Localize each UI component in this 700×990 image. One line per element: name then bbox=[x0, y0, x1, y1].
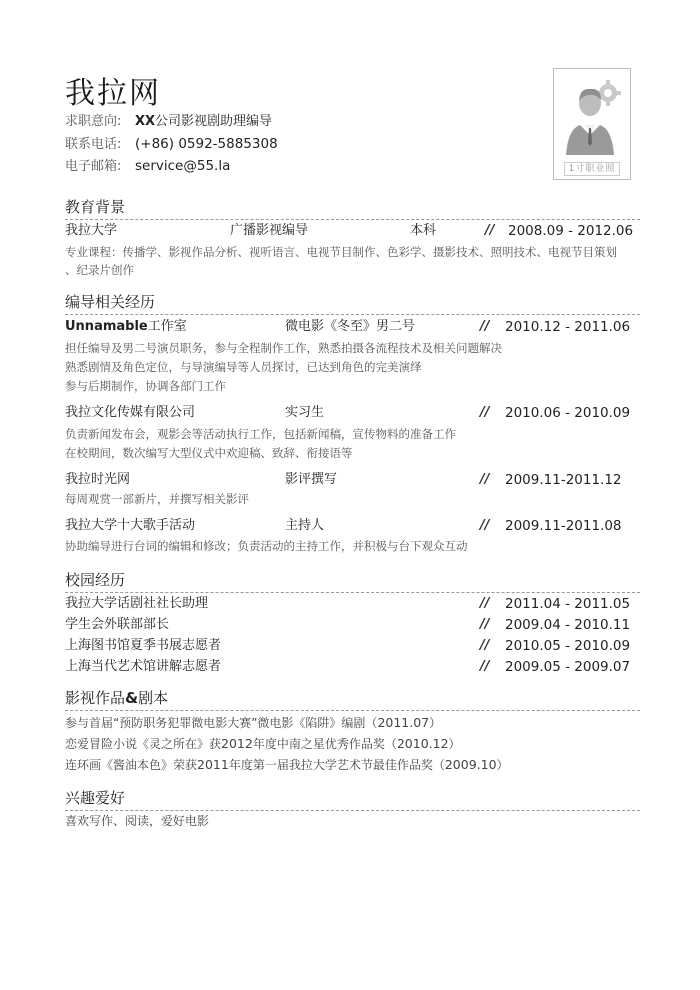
section-divider bbox=[65, 219, 640, 220]
separator: // bbox=[480, 405, 490, 420]
separator: // bbox=[480, 617, 490, 632]
works-item: 连环画《酱油本色》荣获2011年度第一届我拉大学艺术节最佳作品奖（2009.10） bbox=[65, 757, 509, 772]
hobbies-text: 喜欢写作、阅读，爱好电影 bbox=[65, 814, 210, 828]
experience-desc: 每周观赏一部新片，并撰写相关影评 bbox=[65, 492, 249, 506]
experience-desc: 熟悉剧情及角色定位，与导演编导等人员探讨，已达到角色的完美演绎 bbox=[65, 360, 422, 374]
separator: // bbox=[480, 472, 490, 487]
photo-caption: 1寸职业照 bbox=[554, 162, 630, 176]
experience-date: 2009.11-2011.12 bbox=[505, 472, 622, 488]
experience-row bbox=[65, 403, 640, 423]
experience-org: 我拉文化传媒有限公司 bbox=[65, 405, 196, 420]
experience-row bbox=[65, 317, 640, 337]
campus-date: 2011.04 - 2011.05 bbox=[505, 596, 631, 612]
experience-desc: 在校期间，数次编写大型仪式中欢迎稿、致辞、衔接语等 bbox=[65, 446, 353, 460]
campus-item: 上海图书馆夏季书展志愿者 bbox=[65, 638, 222, 653]
campus-item: 上海当代艺术馆讲解志愿者 bbox=[65, 659, 222, 674]
section-title-works: 影视作品&剧本 bbox=[65, 689, 169, 707]
campus-row bbox=[65, 657, 640, 677]
separator: // bbox=[480, 596, 490, 611]
school-name: 我拉大学 bbox=[65, 223, 118, 238]
campus-item: 学生会外联部部长 bbox=[65, 617, 170, 632]
campus-date: 2009.05 - 2009.07 bbox=[505, 659, 631, 675]
section-divider bbox=[65, 810, 640, 811]
job-intent-label: 求职意向: bbox=[65, 114, 122, 129]
section-title-education: 教育背景 bbox=[65, 198, 126, 216]
section-title-experience: 编导相关经历 bbox=[65, 293, 156, 311]
campus-row bbox=[65, 615, 640, 635]
candidate-name: 我拉网 bbox=[65, 76, 161, 111]
campus-row bbox=[65, 636, 640, 656]
phone-label: 联系电话: bbox=[65, 137, 122, 152]
major: 广播影视编导 bbox=[230, 223, 309, 238]
section-divider bbox=[65, 710, 640, 711]
experience-date: 2009.11-2011.08 bbox=[505, 518, 622, 534]
campus-date: 2010.05 - 2010.09 bbox=[505, 638, 631, 654]
experience-row bbox=[65, 516, 640, 536]
separator: // bbox=[480, 659, 490, 674]
experience-role: 主持人 bbox=[285, 518, 325, 533]
email-label: 电子邮箱: bbox=[65, 159, 122, 174]
section-title-hobbies: 兴趣爱好 bbox=[65, 789, 126, 807]
separator: // bbox=[480, 319, 490, 334]
experience-role: 实习生 bbox=[285, 405, 325, 420]
experience-org: 我拉大学十大歌手活动 bbox=[65, 518, 196, 533]
experience-date: 2010.12 - 2011.06 bbox=[505, 319, 631, 335]
courses-line: 、纪录片创作 bbox=[65, 263, 134, 277]
education-date: 2008.09 - 2012.06 bbox=[508, 223, 634, 239]
experience-desc: 负责新闻发布会，观影会等活动执行工作，包括新闻稿，宣传物料的准备工作 bbox=[65, 427, 456, 441]
separator: // bbox=[480, 638, 490, 653]
experience-org: 我拉时光网 bbox=[65, 472, 131, 487]
separator: // bbox=[480, 518, 490, 533]
experience-role: 微电影《冬至》男二号 bbox=[285, 319, 416, 334]
phone-line bbox=[65, 134, 278, 155]
experience-desc: 协助编导进行台词的编辑和修改；负责活动的主持工作，并积极与台下观众互动 bbox=[65, 539, 468, 553]
section-divider bbox=[65, 592, 640, 593]
section-title-campus: 校园经历 bbox=[65, 571, 126, 589]
email-value: service@55.la bbox=[135, 158, 231, 174]
experience-desc: 参与后期制作，协调各部门工作 bbox=[65, 379, 226, 393]
experience-org: Unnamable工作室 bbox=[65, 319, 187, 334]
avatar-placeholder-icon bbox=[558, 73, 626, 159]
email-line bbox=[65, 156, 230, 177]
campus-date: 2009.04 - 2010.11 bbox=[505, 617, 631, 633]
job-intent-value: 公司影视剧助理编导 bbox=[155, 114, 273, 129]
section-divider bbox=[65, 314, 640, 315]
works-item: 参与首届“预防职务犯罪微电影大赛”微电影《陷阱》编剧（2011.07） bbox=[65, 715, 442, 730]
experience-desc: 担任编导及男二号演员职务，参与全程制作工作，熟悉拍摄各流程技术及相关问题解决 bbox=[65, 341, 502, 355]
job-intent-line bbox=[65, 112, 272, 132]
campus-item: 我拉大学话剧社社长助理 bbox=[65, 596, 209, 611]
job-intent-prefix: XX bbox=[135, 114, 156, 129]
degree: 本科 bbox=[410, 223, 437, 238]
separator: // bbox=[485, 223, 495, 238]
education-row bbox=[65, 221, 640, 241]
experience-date: 2010.06 - 2010.09 bbox=[505, 405, 631, 421]
campus-row bbox=[65, 594, 640, 614]
works-item: 恋爱冒险小说《灵之所在》获2012年度中南之星优秀作品奖（2010.12） bbox=[65, 736, 461, 751]
courses-line: 专业课程：传播学、影视作品分析、视听语言、电视节目制作、色彩学、摄影技术、照明技术、电视节目策划 bbox=[65, 245, 617, 259]
profile-photo bbox=[553, 68, 631, 180]
experience-row bbox=[65, 470, 640, 490]
phone-value: (+86) 0592-5885308 bbox=[135, 136, 278, 152]
experience-role: 影评撰写 bbox=[285, 472, 338, 487]
